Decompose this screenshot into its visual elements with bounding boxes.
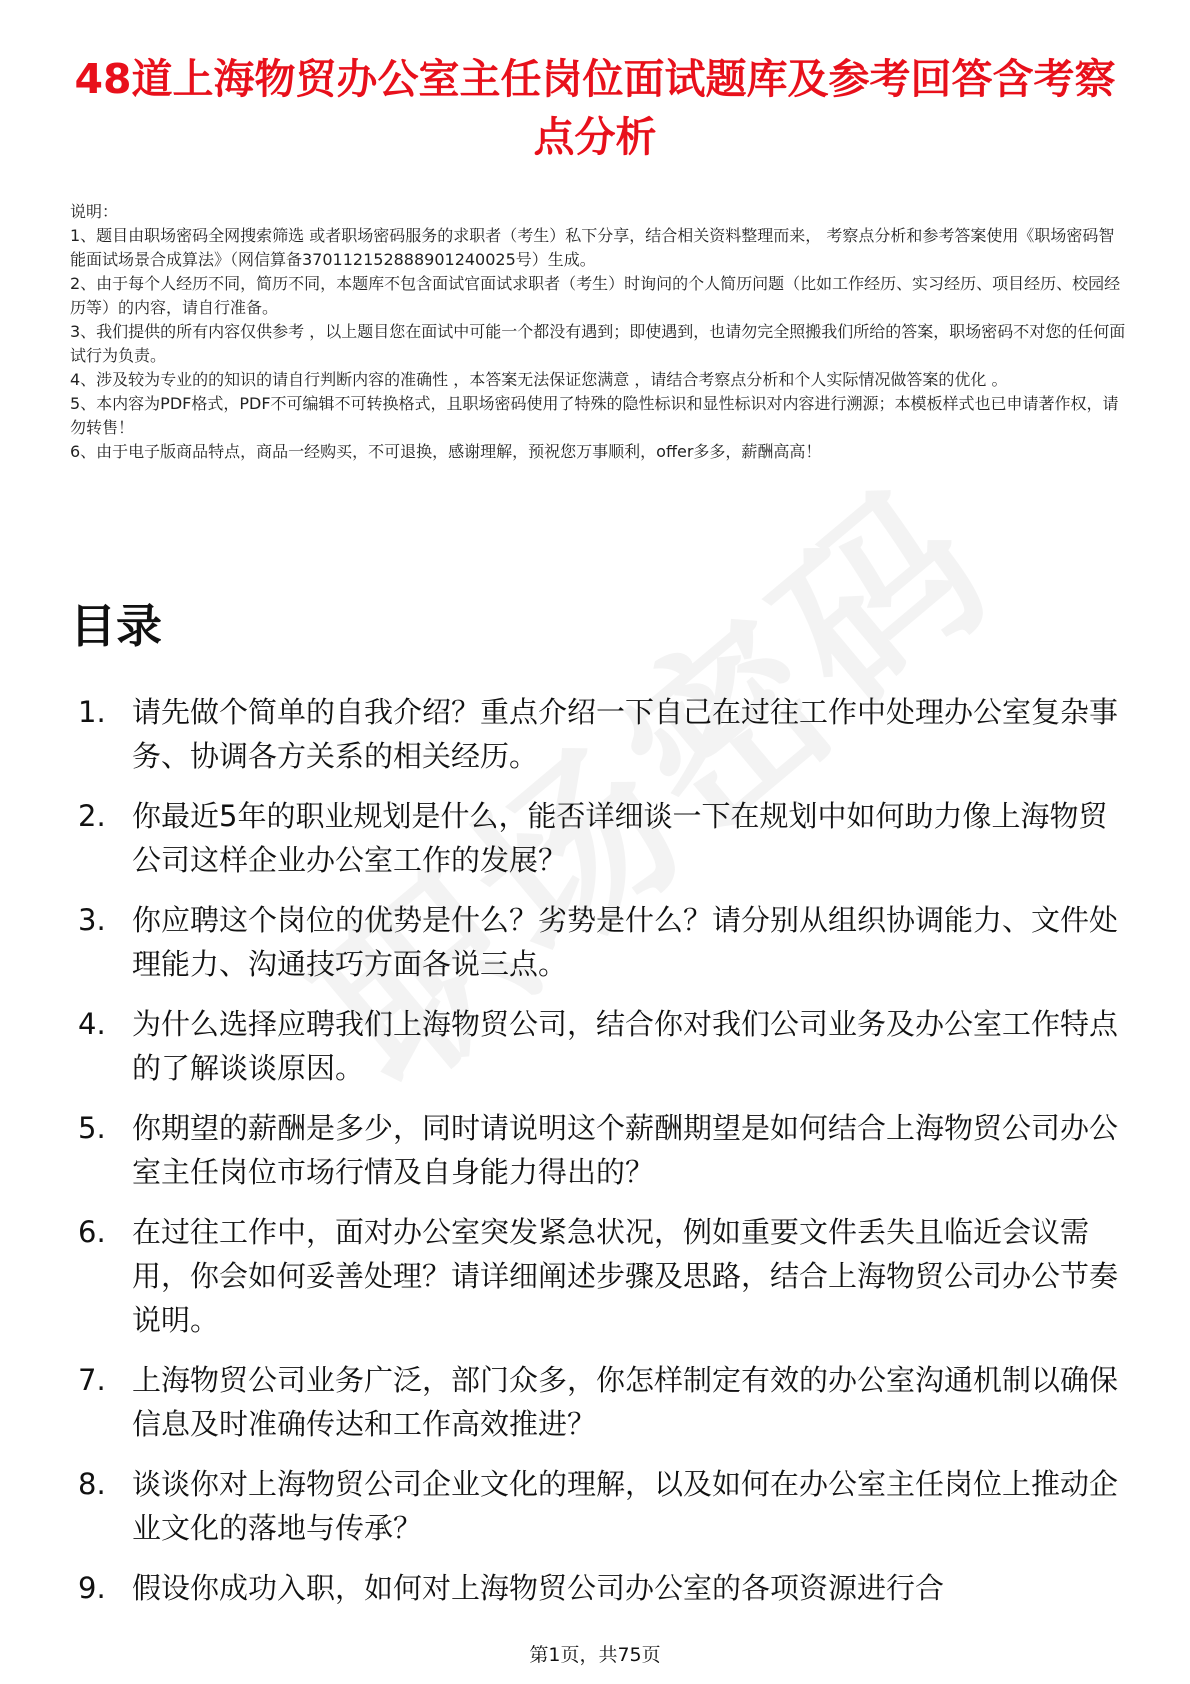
note-item: 2、由于每个人经历不同，简历不同，本题库不包含面试官面试求职者（考生）时询问的个人简历问题（比如工作经历、实习经历、项目经历、校园经历等）的内容，请自行准备。 (70, 274, 1121, 317)
toc-item-number: 4. (78, 1007, 106, 1041)
toc-item-number: 6. (78, 1215, 106, 1249)
toc-item-text: 请先做个简单的自我介绍？重点介绍一下自己在过往工作中处理办公室复杂事务、协调各方关系的相关经历。 (132, 695, 1119, 773)
toc-item[interactable] (70, 794, 1130, 882)
toc-list (70, 690, 1130, 1626)
toc-item-text: 你应聘这个岗位的优势是什么？劣势是什么？请分别从组织协调能力、文件处理能力、沟通技巧方面各说三点。 (132, 903, 1119, 981)
toc-item-number: 8. (78, 1467, 106, 1501)
toc-item[interactable] (70, 1106, 1130, 1194)
note-item: 1、题目由职场密码全网搜索筛选 或者职场密码服务的求职者（考生）私下分享，结合相关资料整理而来， 考察点分析和参考答案使用《职场密码智能面试场景合成算法》（网信算备370112152888901240025号）生成。 (70, 226, 1115, 269)
toc-item-number: 3. (78, 903, 106, 937)
toc-item-number: 7. (78, 1363, 106, 1397)
toc-item[interactable] (70, 898, 1130, 986)
toc-item-text: 为什么选择应聘我们上海物贸公司，结合你对我们公司业务及办公室工作特点的了解谈谈原因。 (132, 1007, 1119, 1085)
toc-item-number: 5. (78, 1111, 106, 1145)
toc-item[interactable] (70, 690, 1130, 778)
toc-item-text: 在过往工作中，面对办公室突发紧急状况，例如重要文件丢失且临近会议需用，你会如何妥善处理？请详细阐述步骤及思路，结合上海物贸公司办公节奏说明。 (132, 1215, 1119, 1337)
note-item: 6、由于电子版商品特点，商品一经购买，不可退换，感谢理解，预祝您万事顺利，offer多多，薪酬高高！ (70, 442, 822, 461)
toc-item-text: 假设你成功入职，如何对上海物贸公司办公室的各项资源进行合 (132, 1571, 945, 1605)
toc-item-number: 2. (78, 799, 106, 833)
toc-item[interactable] (70, 1358, 1130, 1446)
toc-item[interactable] (70, 1210, 1130, 1342)
toc-item-number: 1. (78, 695, 106, 729)
toc-heading: 目录 (70, 599, 162, 653)
toc-item-number: 9. (78, 1571, 106, 1605)
toc-item-text: 上海物贸公司业务广泛，部门众多，你怎样制定有效的办公室沟通机制以确保信息及时准确传达和工作高效推进？ (132, 1363, 1119, 1441)
toc-item[interactable] (70, 1566, 1130, 1610)
notes-section (70, 200, 1130, 464)
note-item: 3、我们提供的所有内容仅供参考 ，以上题目您在面试中可能一个都没有遇到；即使遇到，也请勿完全照搬我们所给的答案，职场密码不对您的任何面试行为负责。 (70, 322, 1126, 365)
note-item: 5、本内容为PDF格式，PDF不可编辑不可转换格式，且职场密码使用了特殊的隐性标识和显性标识对内容进行溯源；本模板样式也已申请著作权，请勿转售！ (70, 394, 1119, 437)
notes-label: 说明： (70, 202, 119, 221)
toc-item-text: 你最近5年的职业规划是什么，能否详细谈一下在规划中如何助力像上海物贸公司这样企业办公室工作的发展？ (132, 799, 1108, 877)
toc-item[interactable] (70, 1462, 1130, 1550)
page-footer: 第1页，共75页 (529, 1644, 661, 1666)
document-title: 48道上海物贸办公室主任岗位面试题库及参考回答含考察点分析 (74, 55, 1116, 161)
toc-item[interactable] (70, 1002, 1130, 1090)
toc-item-text: 你期望的薪酬是多少，同时请说明这个薪酬期望是如何结合上海物贸公司办公室主任岗位市场行情及自身能力得出的？ (132, 1111, 1119, 1189)
note-item: 4、涉及较为专业的的知识的请自行判断内容的准确性 ，本答案无法保证您满意 ，请结合考察点分析和个人实际情况做答案的优化 。 (70, 370, 1008, 389)
toc-item-text: 谈谈你对上海物贸公司企业文化的理解，以及如何在办公室主任岗位上推动企业文化的落地与传承？ (132, 1467, 1119, 1545)
